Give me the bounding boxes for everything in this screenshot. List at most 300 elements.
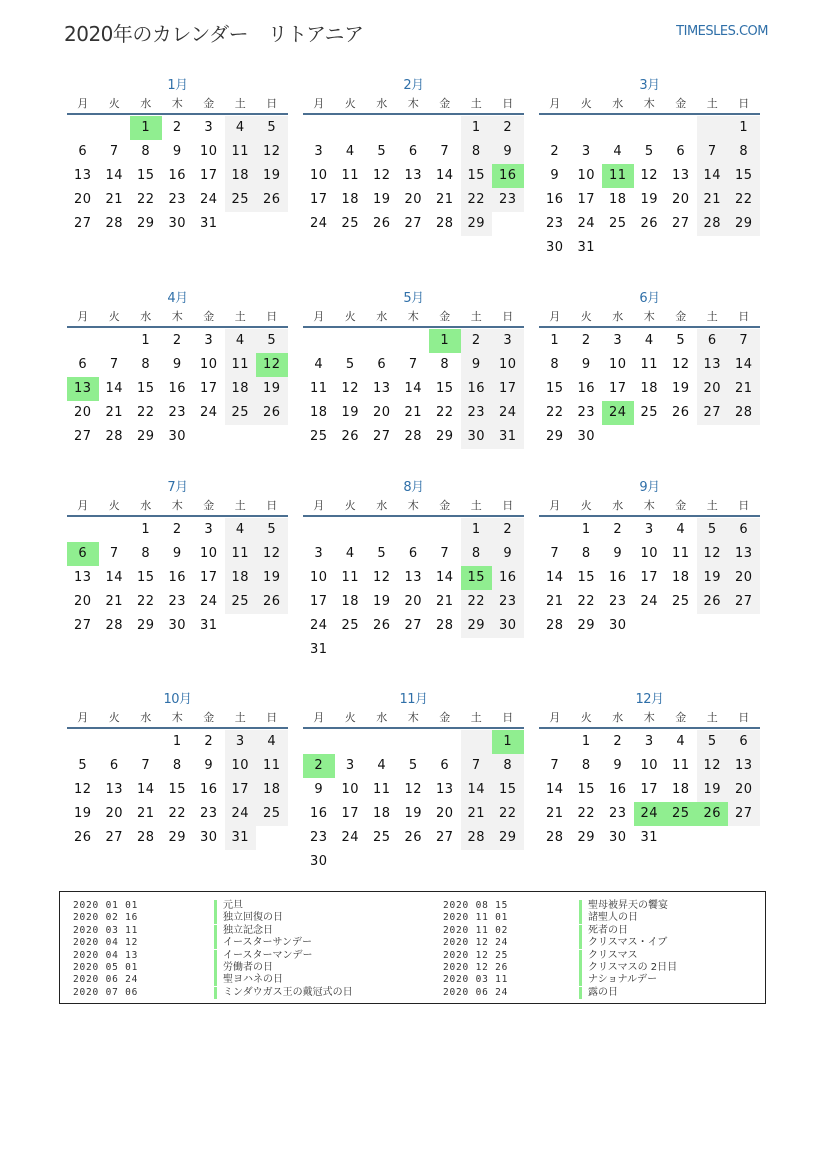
weekday-label: 金 [439,711,451,724]
day-cell: 19 [341,405,360,420]
day-cell: 1 [581,734,591,749]
weekend-day: 4 [225,329,257,353]
weekday-label: 火 [344,310,356,323]
header-rule [539,113,760,115]
weekday-label: 水 [612,97,624,110]
day-cell: 8 [172,758,182,773]
day-cell: 4 [644,333,654,348]
weekend-day: 15 [461,164,493,188]
day-cell: 26 [73,830,92,845]
weekend-day: 8 [492,754,524,778]
weekday-label: 水 [612,499,624,512]
weekend-day: 18 [256,778,288,802]
day-cell: 13 [404,570,423,585]
day-cell: 20 [105,806,124,821]
weekday-header [539,308,760,324]
day-cell: 7 [141,758,151,773]
weekday-label: 水 [140,97,152,110]
page-title: 2020年のカレンダー リトアニア [64,22,364,46]
header-rule [67,727,288,729]
day-cell: 27 [73,216,92,231]
day-cell: 5 [377,144,387,159]
month-title: 10月 [163,692,192,707]
weekend-day: 23 [492,590,524,614]
day-cell: 24 [341,830,360,845]
weekday-label: 木 [643,711,655,724]
day-cell: 29 [545,429,564,444]
day-cell: 23 [608,594,627,609]
weekday-label: 月 [77,97,89,110]
day-cell: 23 [168,594,187,609]
month-title: 12月 [635,692,664,707]
holiday-date: 2020 12 26 [443,962,509,973]
day-cell: 7 [109,144,119,159]
day-cell: 29 [168,830,187,845]
weekend-day: 6 [697,329,729,353]
day-cell: 3 [314,546,324,561]
day-cell: 11 [372,782,391,797]
day-cell: 28 [105,618,124,633]
day-cell: 14 [105,381,124,396]
day-cell: 30 [199,830,218,845]
day-cell: 13 [73,570,92,585]
weekend-day: 15 [728,164,760,188]
day-cell: 14 [545,782,564,797]
day-cell: 19 [671,381,690,396]
weekend-day: 26 [256,590,288,614]
day-cell: 31 [309,642,328,657]
weekday-label: 日 [502,310,514,323]
holiday-name: 独立記念日 [214,925,273,937]
day-cell: 26 [372,618,391,633]
weekend-day: 6 [728,518,760,542]
day-cell: 27 [404,618,423,633]
day-cell: 22 [168,806,187,821]
day-cell: 28 [435,216,454,231]
day-cell: 27 [372,429,391,444]
weekday-label: 土 [470,711,482,724]
day-cell: 8 [141,357,151,372]
day-cell: 25 [341,618,360,633]
holiday-name: クリスマスの 2日目 [579,962,677,974]
holiday-day: 2 [303,754,335,778]
day-cell: 30 [608,830,627,845]
day-cell: 24 [577,216,596,231]
holiday-date: 2020 05 01 [73,962,139,973]
holiday-day: 1 [130,116,162,140]
day-cell: 27 [73,618,92,633]
day-cell: 20 [404,594,423,609]
weekend-day: 17 [225,778,257,802]
day-cell: 21 [435,192,454,207]
day-cell: 5 [676,333,686,348]
day-cell: 17 [640,570,659,585]
day-cell: 9 [550,168,560,183]
weekend-day: 9 [492,140,524,164]
day-cell: 8 [141,144,151,159]
day-cell: 30 [309,854,328,869]
day-cell: 19 [404,806,423,821]
weekday-label: 火 [108,310,120,323]
day-cell: 28 [404,429,423,444]
weekend-day: 4 [225,116,257,140]
weekend-day: 25 [256,802,288,826]
day-cell: 3 [613,333,623,348]
month-title: 5月 [403,291,424,306]
day-cell: 22 [545,405,564,420]
day-cell: 23 [168,405,187,420]
weekend-day: 9 [461,353,493,377]
weekend-day: 19 [697,778,729,802]
weekday-label: 水 [140,499,152,512]
day-cell: 22 [136,192,155,207]
holiday-date: 2020 07 06 [73,986,139,998]
header-rule [67,515,288,517]
day-cell: 6 [440,758,450,773]
weekend-day: 5 [256,329,288,353]
day-cell: 3 [644,522,654,537]
weekend-day: 19 [256,164,288,188]
weekday-label: 月 [313,499,325,512]
day-cell: 17 [199,168,218,183]
weekend-day: 9 [492,542,524,566]
day-cell: 18 [341,192,360,207]
weekend-day: 11 [225,140,257,164]
weekend-day: 11 [225,542,257,566]
header-rule [303,113,524,115]
holiday-date: 2020 06 24 [73,974,139,986]
weekend-day: 11 [225,353,257,377]
day-cell: 16 [309,806,328,821]
weekday-label: 水 [376,499,388,512]
day-cell: 22 [136,405,155,420]
holiday-date: 2020 01 01 [73,900,139,911]
day-cell: 15 [435,381,454,396]
day-cell: 2 [550,144,560,159]
day-cell: 18 [341,594,360,609]
weekday-header [303,709,524,725]
weekend-day: 14 [728,353,760,377]
day-cell: 18 [608,192,627,207]
weekend-day: 18 [225,164,257,188]
day-cell: 12 [341,381,360,396]
day-cell: 18 [309,405,328,420]
weekend-day: 4 [225,518,257,542]
day-cell: 16 [577,381,596,396]
day-cell: 8 [581,758,591,773]
weekend-day: 24 [225,802,257,826]
weekend-day: 30 [461,425,493,449]
weekday-label: 月 [313,310,325,323]
day-cell: 8 [141,546,151,561]
month-title: 8月 [403,480,424,495]
day-cell: 25 [341,216,360,231]
header-rule [539,326,760,328]
day-cell: 30 [168,429,187,444]
weekday-label: 金 [203,711,215,724]
day-cell: 21 [136,806,155,821]
day-cell: 15 [545,381,564,396]
weekend-day: 1 [728,116,760,140]
weekday-header [67,709,288,725]
weekend-day: 21 [728,377,760,401]
day-cell: 7 [408,357,418,372]
day-cell: 31 [640,830,659,845]
holiday-name: 聖ヨハネの日 [214,974,283,986]
weekend-day: 12 [697,754,729,778]
day-cell: 20 [404,192,423,207]
day-cell: 16 [608,570,627,585]
weekend-day: 5 [256,116,288,140]
day-cell: 8 [581,546,591,561]
weekend-day: 8 [461,140,493,164]
holiday-name: 露の日 [579,987,618,999]
day-cell: 5 [644,144,654,159]
weekday-label: 水 [140,310,152,323]
weekday-label: 金 [203,97,215,110]
month-title: 3月 [639,78,660,93]
day-cell: 24 [309,216,328,231]
weekend-day: 7 [728,329,760,353]
day-cell: 27 [671,216,690,231]
day-cell: 7 [440,546,450,561]
day-cell: 31 [199,216,218,231]
day-cell: 16 [168,381,187,396]
day-cell: 10 [199,357,218,372]
weekday-label: 金 [675,97,687,110]
weekend-blank [461,730,493,754]
day-cell: 24 [640,594,659,609]
weekday-label: 日 [266,97,278,110]
weekday-label: 金 [439,310,451,323]
weekday-label: 土 [706,499,718,512]
day-cell: 5 [377,546,387,561]
day-cell: 10 [341,782,360,797]
weekday-label: 土 [470,97,482,110]
weekend-day: 20 [697,377,729,401]
weekend-day: 18 [225,377,257,401]
weekend-day: 29 [461,614,493,638]
day-cell: 16 [199,782,218,797]
weekend-day: 22 [492,802,524,826]
weekend-day: 13 [728,542,760,566]
day-cell: 29 [136,618,155,633]
weekday-label: 月 [549,310,561,323]
weekend-day: 20 [728,566,760,590]
weekday-header [67,308,288,324]
weekend-day: 26 [697,590,729,614]
weekend-day: 5 [697,730,729,754]
weekend-day: 7 [461,754,493,778]
brand-logo-text[interactable]: TIMESLES.COM [676,24,768,39]
weekend-day: 2 [461,329,493,353]
day-cell: 6 [78,144,88,159]
holiday-name: 諸聖人の日 [579,912,638,924]
day-cell: 26 [640,216,659,231]
day-cell: 24 [199,192,218,207]
weekend-day: 5 [697,518,729,542]
weekday-header [539,95,760,111]
day-cell: 2 [613,522,623,537]
holiday-day: 1 [429,329,461,353]
weekday-label: 金 [675,310,687,323]
day-cell: 17 [608,381,627,396]
holiday-date: 2020 04 12 [73,937,139,949]
weekday-label: 火 [580,310,592,323]
day-cell: 27 [105,830,124,845]
weekday-label: 月 [313,711,325,724]
weekday-label: 木 [171,711,183,724]
day-cell: 23 [608,806,627,821]
day-cell: 26 [341,429,360,444]
holiday-day: 1 [492,730,524,754]
weekend-day: 23 [461,401,493,425]
day-cell: 22 [435,405,454,420]
day-cell: 7 [109,357,119,372]
weekday-label: 水 [140,711,152,724]
holiday-date: 2020 11 02 [443,924,509,936]
weekday-label: 土 [706,711,718,724]
day-cell: 21 [545,594,564,609]
day-cell: 2 [204,734,214,749]
day-cell: 7 [550,546,560,561]
weekday-label: 木 [171,310,183,323]
weekday-label: 火 [108,499,120,512]
weekend-day: 24 [492,401,524,425]
day-cell: 29 [577,618,596,633]
weekday-label: 土 [234,97,246,110]
holiday-day: 6 [67,542,99,566]
day-cell: 13 [435,782,454,797]
weekend-day: 25 [225,401,257,425]
weekday-label: 水 [376,97,388,110]
weekend-day: 28 [728,401,760,425]
holiday-date: 2020 12 24 [443,937,509,949]
weekday-label: 火 [108,711,120,724]
day-cell: 22 [577,806,596,821]
weekend-day: 19 [256,566,288,590]
day-cell: 10 [640,758,659,773]
weekday-label: 月 [77,499,89,512]
weekend-day: 13 [728,754,760,778]
day-cell: 9 [172,546,182,561]
day-cell: 9 [314,782,324,797]
weekday-label: 月 [77,711,89,724]
day-cell: 10 [640,546,659,561]
weekend-day: 22 [461,590,493,614]
month-title: 7月 [167,480,188,495]
weekday-label: 金 [203,310,215,323]
day-cell: 24 [199,405,218,420]
day-cell: 13 [372,381,391,396]
holiday-day: 12 [256,353,288,377]
day-cell: 19 [73,806,92,821]
day-cell: 11 [671,758,690,773]
day-cell: 7 [109,546,119,561]
weekday-label: 月 [313,97,325,110]
weekday-label: 日 [738,711,750,724]
weekend-day: 4 [256,730,288,754]
day-cell: 12 [372,168,391,183]
day-cell: 11 [309,381,328,396]
day-cell: 21 [404,405,423,420]
weekday-label: 木 [643,310,655,323]
month-title: 1月 [167,78,188,93]
day-cell: 18 [372,806,391,821]
weekend-day: 13 [697,353,729,377]
weekday-label: 日 [738,97,750,110]
weekday-label: 水 [376,310,388,323]
day-cell: 15 [136,168,155,183]
day-cell: 14 [435,168,454,183]
weekend-day: 2 [492,518,524,542]
day-cell: 27 [404,216,423,231]
month-title: 9月 [639,480,660,495]
day-cell: 26 [404,830,423,845]
weekend-day: 17 [492,377,524,401]
day-cell: 1 [581,522,591,537]
day-cell: 6 [109,758,119,773]
day-cell: 28 [435,618,454,633]
month-title: 6月 [639,291,660,306]
day-cell: 8 [440,357,450,372]
day-cell: 28 [105,216,124,231]
day-cell: 2 [613,734,623,749]
day-cell: 4 [676,522,686,537]
day-cell: 13 [404,168,423,183]
weekend-day: 28 [461,826,493,850]
day-cell: 14 [136,782,155,797]
day-cell: 25 [372,830,391,845]
holiday-date: 2020 03 11 [443,974,509,986]
day-cell: 15 [168,782,187,797]
weekend-day: 8 [728,140,760,164]
holiday-date: 2020 12 25 [443,949,509,961]
weekday-label: 木 [407,97,419,110]
holiday-day: 24 [634,802,666,826]
day-cell: 31 [199,618,218,633]
day-cell: 13 [105,782,124,797]
weekday-label: 木 [643,97,655,110]
weekend-day: 26 [256,188,288,212]
day-cell: 9 [613,546,623,561]
day-cell: 20 [435,806,454,821]
day-cell: 23 [545,216,564,231]
weekend-day: 12 [256,542,288,566]
day-cell: 8 [550,357,560,372]
weekend-day: 27 [728,802,760,826]
day-cell: 3 [204,522,214,537]
day-cell: 14 [105,570,124,585]
weekday-label: 木 [171,97,183,110]
day-cell: 30 [168,216,187,231]
weekday-label: 日 [502,97,514,110]
day-cell: 4 [314,357,324,372]
day-cell: 21 [105,405,124,420]
day-cell: 11 [671,546,690,561]
weekday-label: 日 [266,499,278,512]
day-cell: 14 [404,381,423,396]
day-cell: 30 [608,618,627,633]
day-cell: 9 [204,758,214,773]
holiday-name: 独立回復の日 [214,912,283,924]
weekday-header [539,709,760,725]
holiday-name: 聖母被昇天の饗宴 [579,900,668,912]
holiday-day: 13 [67,377,99,401]
weekend-day: 1 [461,518,493,542]
weekday-label: 日 [502,499,514,512]
holiday-day: 15 [461,566,493,590]
